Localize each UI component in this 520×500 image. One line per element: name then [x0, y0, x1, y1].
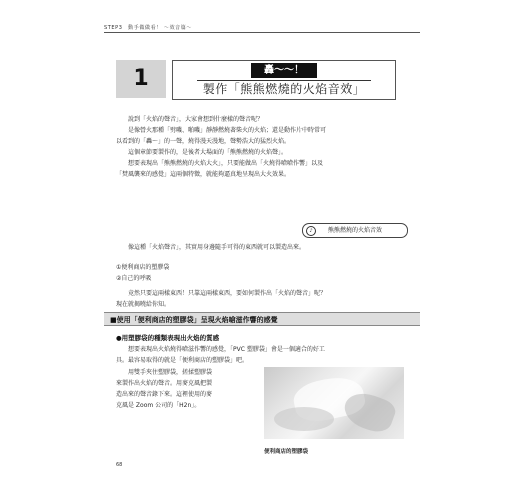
list-item: ②自己的呼吸 — [116, 275, 152, 282]
subsection-heading: ●用塑膠袋的種類表現出火焰的質感 — [116, 334, 220, 342]
after-materials-text — [116, 288, 406, 310]
middle-text — [116, 242, 406, 253]
paragraph: 竟然只要這兩樣東西！只靠這兩樣東西，要如何製作出「火焰的聲音」呢？ — [128, 290, 327, 297]
paragraph: 像這種「火焰聲音」，其實用身邊隨手可得的東西就可以製造出來。 — [128, 244, 306, 251]
paragraph: 這個章節要製作的，是後者大場面的「熊熊燃燒的火焰聲」。 — [128, 149, 288, 156]
paragraph: 具。最容易取得的就是「便利商店的塑膠袋」吧。 — [116, 357, 249, 364]
sub-text — [116, 344, 406, 366]
paragraph: 想要表現出火焰燒得嗆滋作響的感覺，「PVC 塑膠袋」會是一個適合的好工 — [128, 346, 325, 353]
materials-list — [116, 262, 406, 284]
running-head: STEP3 動手做做看！ ～效音篇～ — [104, 25, 192, 31]
paragraph: 是像營火那種「劈嘰、啪嘰」靜靜燃燒著柴火的火焰；還是動作片中時常可 — [128, 127, 327, 134]
chapter-title-text: 製作「熊熊燃燒的火焰音效」 — [197, 80, 372, 97]
chapter-number: 1 — [116, 60, 166, 98]
sound-callout — [302, 223, 408, 238]
paragraph: 以看到的「轟～」的一聲，燒得漫天漫地，聲勢浩大的猛烈火焰。 — [116, 138, 291, 145]
paragraph: 現在就揭曉給你知。 — [116, 301, 171, 308]
chapter-title-box — [172, 60, 396, 100]
photo-caption: 便利商店的塑膠袋 — [264, 449, 309, 455]
paragraph: 想要表現出「熊熊燃燒的火焰大火」，只要能做出「火燒得嗆嗆作響」以及 — [128, 160, 324, 167]
paragraph: 克風是 Zoom 公司的「H2n」。 — [116, 402, 201, 409]
music-note-icon: ♪ — [306, 226, 316, 236]
plastic-bag-photo — [264, 367, 404, 439]
paragraph: 說到「火焰的聲音」，大家會想到什麼樣的聲音呢？ — [128, 116, 264, 123]
side-text — [116, 367, 260, 411]
chapter-title — [173, 80, 395, 97]
chapter-supertitle: 轟～～！ — [251, 63, 317, 78]
paragraph: 用雙手夾住塑膠袋，搓揉塑膠袋 — [128, 369, 213, 376]
list-item: ①便利商店的塑膠袋 — [116, 264, 170, 271]
paragraph: 來製作出火焰的聲音。用麥克風把製 — [116, 380, 213, 387]
book-page — [104, 22, 420, 474]
paragraph: 「焚風襲來的感覺」這兩個特徵，就能夠逼真地呈現出大火效果。 — [116, 171, 291, 178]
paragraph: 造出來的聲音錄下來。這裡使用的麥 — [116, 391, 213, 398]
intro-text — [116, 114, 406, 180]
header-rule — [104, 32, 420, 33]
section-heading: ■使用「便利商店的塑膠袋」呈現火焰嗆滋作響的感覺 — [104, 312, 420, 326]
callout-text: 熊熊燃燒的火焰音效 — [327, 227, 382, 234]
page-number: 68 — [116, 462, 123, 468]
